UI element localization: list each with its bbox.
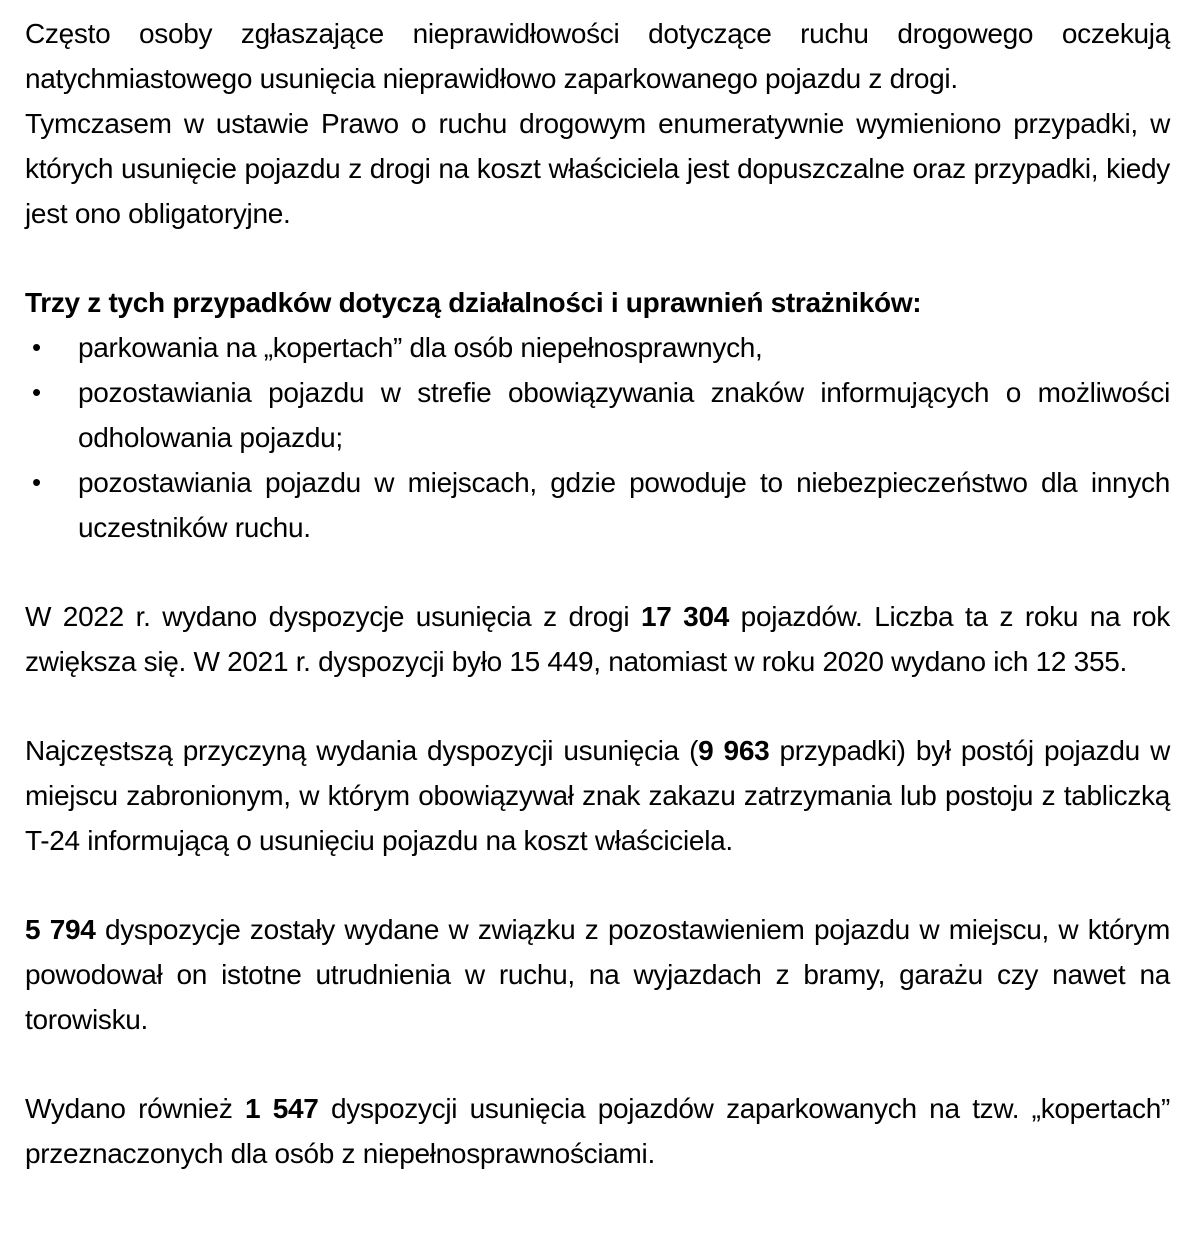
list-item-text: pozostawiania pojazdu w miejscach, gdzie powoduje to niebezpieczeństwo dla innych uczestników ruchu. [78,467,1170,543]
section-heading: Trzy z tych przypadków dotyczą działalności i uprawnień strażników: [25,287,922,318]
list-item-disabled-parking [25,325,1170,370]
stats-total-2022-paragraph [25,594,1170,684]
stats-main-reason-post: przypadki) był postój pojazdu w miejscu zabronionym, w którym obowiązywał znak zakazu zatrzymania lub postoju z tabliczką T-24 informującą o usunięciu pojazdu na koszt właściciela. [25,735,1170,856]
bullet-icon: • [32,377,41,407]
stats-total-2022-post: pojazdów. Liczba ta z roku na rok zwiększa się. W 2021 r. dyspozycji było 15 449, natomiast w roku 2020 wydano ich 12 355. [25,601,1171,677]
stats-obstruction-value: 5 794 [25,914,96,945]
intro-paragraph-1: Często osoby zgłaszające nieprawidłowości dotyczące ruchu drogowego oczekują natychmiastowego usunięcia nieprawidłowo zaparkowanego pojazdu z drogi. [25,18,1170,94]
stats-disabled-spots-paragraph [25,1086,1170,1176]
stats-disabled-spots-post: dyspozycji usunięcia pojazdów zaparkowanych na tzw. „kopertach” przeznaczonych dla osób z niepełnosprawnościami. [25,1093,1170,1169]
stats-main-reason-paragraph [25,728,1170,863]
stats-total-2022-value: 17 304 [640,601,729,632]
cases-bullet-list [25,325,1170,550]
list-item-text: parkowania na „kopertach” dla osób niepełnosprawnych, [78,332,763,363]
list-item-tow-zone [25,370,1170,460]
bullet-icon: • [32,467,41,497]
bullet-icon: • [32,332,41,362]
list-item-text: pozostawiania pojazdu w strefie obowiązywania znaków informujących o możliwości odholowania pojazdu; [78,377,1170,453]
list-item-danger-spots [25,460,1170,550]
stats-main-reason-value: 9 963 [698,735,770,766]
intro-paragraph-2: Tymczasem w ustawie Prawo o ruchu drogowym enumeratywnie wymieniono przypadki, w których usunięcie pojazdu z drogi na koszt właściciela jest dopuszczalne oraz przypadki, kiedy jest ono obligatoryjne. [25,108,1170,229]
stats-total-2022-pre: W 2022 r. wydano dyspozycje usunięcia z drogi [25,601,641,632]
stats-disabled-spots-pre: Wydano również [25,1093,245,1124]
stats-main-reason-pre: Najczęstszą przyczyną wydania dyspozycji usunięcia ( [25,735,699,766]
stats-disabled-spots-value: 1 547 [244,1093,319,1124]
stats-obstruction-post: dyspozycje zostały wydane w związku z pozostawieniem pojazdu w miejscu, w którym powodował on istotne utrudnienia w ruchu, na wyjazdach z bramy, garażu czy nawet na torowisku. [25,914,1170,1035]
stats-obstruction-paragraph [25,907,1170,1042]
